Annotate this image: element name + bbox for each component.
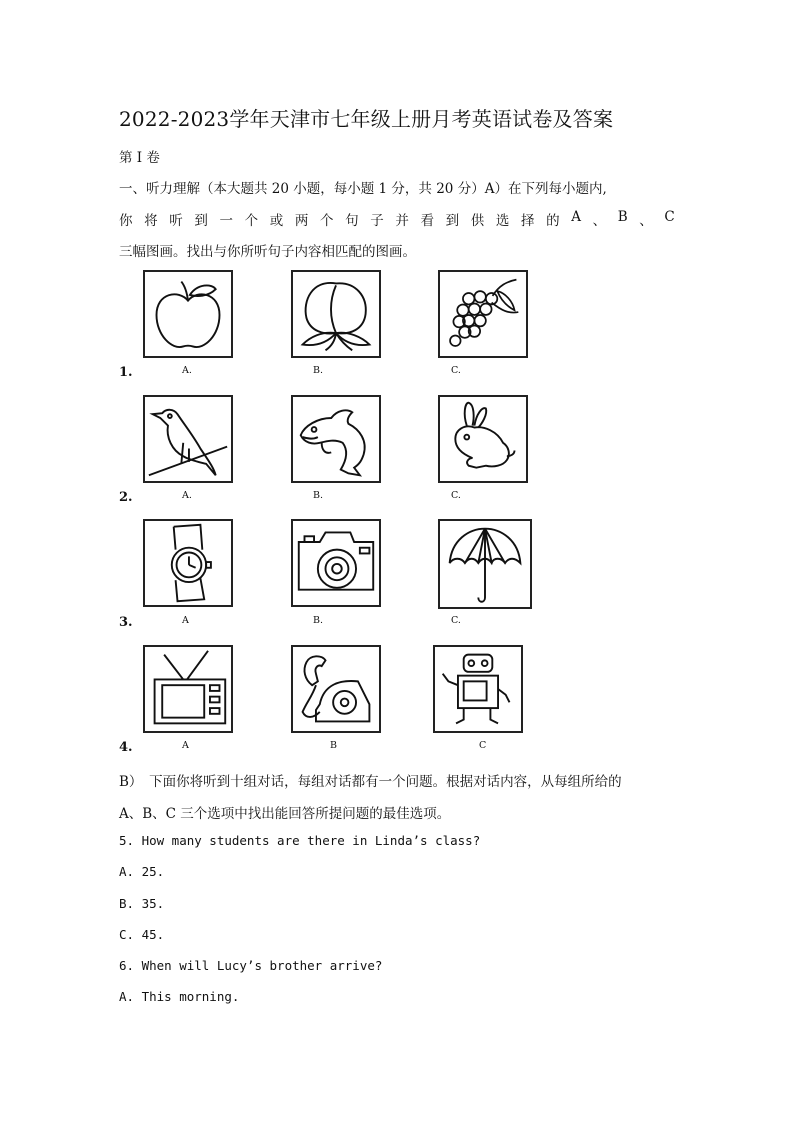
option-label: B. (313, 490, 324, 501)
grapes-icon[interactable] (438, 270, 528, 358)
tv-icon[interactable] (143, 645, 233, 733)
instruction-char: 到 (194, 213, 208, 229)
instruction-char: 择 (521, 213, 535, 229)
instruction-char: 听 (169, 213, 183, 229)
peach-icon[interactable] (291, 270, 381, 358)
instruction-char: 你 (119, 213, 133, 229)
robot-icon[interactable] (433, 645, 523, 733)
instruction-char: 、 (592, 213, 607, 229)
instruction-char: C (664, 209, 675, 225)
question-number: 1. (119, 365, 133, 380)
option-label: B. (313, 365, 324, 376)
option-label: A. (182, 490, 192, 501)
option-label: A. (182, 365, 192, 376)
instruction-char: 、 (639, 213, 653, 229)
part1-instruction-line1: 一、听力理解（本大题共 20 小题，每小题 1 分，共 20 分）A）在下列每小题内, (119, 181, 607, 197)
partB-instruction-line2: A、B、C 三个选项中找出能回答所提问题的最佳选项。 (119, 806, 451, 822)
option-a[interactable]: A. 25. (119, 864, 165, 879)
instruction-char: 供 (470, 213, 485, 229)
instruction-char: 个 (320, 213, 334, 229)
apple-icon[interactable] (143, 270, 233, 358)
instruction-char: 或 (269, 213, 284, 229)
question-5: 5. How many students are there in Linda’s class? (119, 833, 481, 848)
instruction-char: 两 (294, 213, 309, 229)
instruction-char: 选 (495, 213, 510, 229)
question-number: 2. (119, 490, 133, 505)
part1-instruction-line3: 三幅图画。找出与你所听句子内容相匹配的图画。 (119, 244, 416, 260)
section-heading: 第 I 卷 (119, 150, 160, 166)
part1-instruction-line2 (119, 209, 675, 229)
question-number: 4. (119, 740, 133, 755)
instruction-char: A (571, 209, 581, 225)
telephone-icon[interactable] (291, 645, 381, 733)
option-label: A (182, 740, 189, 751)
option-label: C (479, 740, 487, 751)
page-title: 2022-2023学年天津市七年级上册月考英语试卷及答案 (119, 107, 614, 131)
umbrella-icon[interactable] (438, 519, 532, 609)
instruction-char: 一 (219, 213, 233, 229)
option-label: B (330, 740, 337, 751)
instruction-char: B (617, 209, 628, 225)
instruction-char: 并 (395, 213, 409, 229)
instruction-char: 将 (144, 213, 158, 229)
option-label: C. (451, 615, 461, 626)
question-number: 3. (119, 615, 133, 630)
instruction-char: 看 (420, 213, 434, 229)
instruction-char: 子 (370, 213, 384, 229)
instruction-char: 到 (445, 213, 460, 229)
question-6: 6. When will Lucy’s brother arrive? (119, 958, 383, 973)
bird-icon[interactable] (143, 395, 233, 483)
watch-icon[interactable] (143, 519, 233, 607)
option-label: A (182, 615, 189, 626)
instruction-char: 句 (345, 213, 359, 229)
rabbit-icon[interactable] (438, 395, 528, 483)
option-b[interactable]: B. 35. (119, 896, 165, 911)
instruction-char: 个 (244, 213, 259, 229)
option-label: C. (451, 490, 461, 501)
option-label: B. (313, 615, 324, 626)
partB-instruction-line1: B） 下面你将听到十组对话，每组对话都有一个问题。根据对话内容，从每组所给的 (119, 774, 622, 790)
option-a[interactable]: A. This morning. (119, 989, 240, 1004)
option-label: C. (451, 365, 461, 376)
instruction-char: 的 (546, 213, 560, 229)
dolphin-icon[interactable] (291, 395, 381, 483)
camera-icon[interactable] (291, 519, 381, 607)
option-c[interactable]: C. 45. (119, 927, 165, 942)
